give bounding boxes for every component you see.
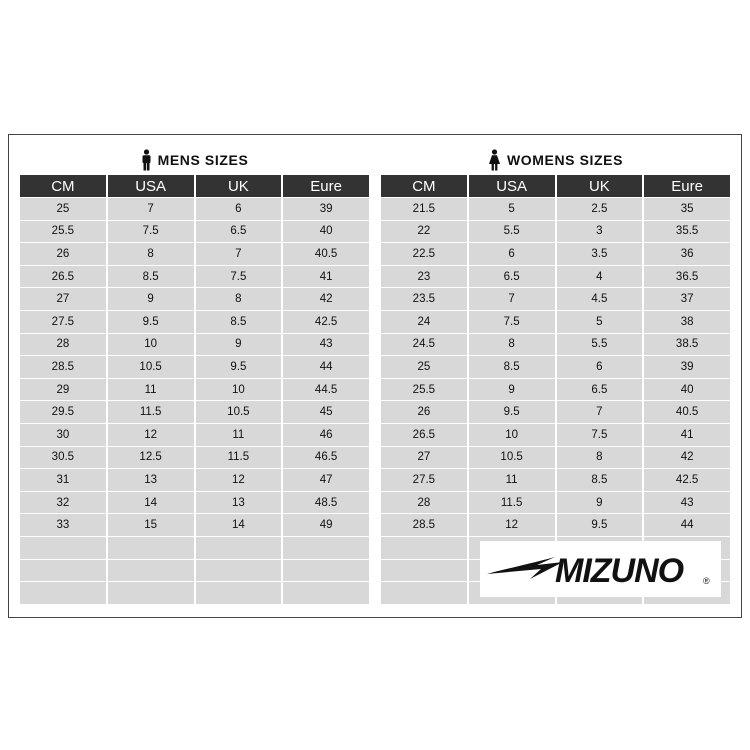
womens-size-table bbox=[381, 175, 730, 604]
mens-empty-cell bbox=[108, 560, 194, 582]
mens-size-cell: 8.5 bbox=[196, 311, 282, 333]
mens-size-cell: 15 bbox=[108, 514, 194, 536]
womens-empty-cell bbox=[381, 560, 467, 582]
mens-size-cell: 8 bbox=[196, 288, 282, 310]
womens-size-cell: 25 bbox=[381, 356, 467, 378]
mens-empty-cell bbox=[108, 582, 194, 604]
womens-size-cell: 27.5 bbox=[381, 469, 467, 491]
mens-size-cell: 11.5 bbox=[108, 401, 194, 423]
mens-column-header: CM bbox=[20, 175, 106, 197]
womens-size-cell: 6 bbox=[469, 243, 555, 265]
mens-size-cell: 47 bbox=[283, 469, 369, 491]
mens-size-cell: 43 bbox=[283, 334, 369, 356]
mens-empty-cell bbox=[196, 560, 282, 582]
mens-size-cell: 12 bbox=[108, 424, 194, 446]
mens-empty-cell bbox=[196, 582, 282, 604]
mens-empty-cell bbox=[20, 582, 106, 604]
womens-size-cell: 35.5 bbox=[644, 221, 730, 243]
mens-size-cell: 41 bbox=[283, 266, 369, 288]
registered-mark: ® bbox=[702, 576, 710, 586]
mens-size-cell: 46.5 bbox=[283, 447, 369, 469]
mens-empty-cell bbox=[108, 537, 194, 559]
womens-size-cell: 24.5 bbox=[381, 334, 467, 356]
womens-size-cell: 28.5 bbox=[381, 514, 467, 536]
mens-size-cell: 31 bbox=[20, 469, 106, 491]
womens-size-cell: 3 bbox=[557, 221, 643, 243]
womens-size-cell: 39 bbox=[644, 356, 730, 378]
womens-size-cell: 5 bbox=[557, 311, 643, 333]
womens-size-cell: 7.5 bbox=[557, 424, 643, 446]
womens-size-cell: 37 bbox=[644, 288, 730, 310]
womens-size-cell: 8.5 bbox=[469, 356, 555, 378]
mens-column-header: UK bbox=[196, 175, 282, 197]
mens-size-cell: 27.5 bbox=[20, 311, 106, 333]
mens-column-header: USA bbox=[108, 175, 194, 197]
mens-title-text: MENS SIZES bbox=[157, 152, 249, 168]
womens-empty-cell bbox=[381, 537, 467, 559]
womens-size-cell: 35 bbox=[644, 198, 730, 220]
womens-empty-cell bbox=[381, 582, 467, 604]
womens-size-cell: 42 bbox=[644, 447, 730, 469]
mens-size-cell: 14 bbox=[108, 492, 194, 514]
womens-size-cell: 5.5 bbox=[469, 221, 555, 243]
womens-size-cell: 4 bbox=[557, 266, 643, 288]
womens-size-cell: 7 bbox=[469, 288, 555, 310]
womens-size-cell: 43 bbox=[644, 492, 730, 514]
womens-size-cell: 25.5 bbox=[381, 379, 467, 401]
womens-size-cell: 5 bbox=[469, 198, 555, 220]
mens-size-cell: 29.5 bbox=[20, 401, 106, 423]
female-figure-icon bbox=[488, 149, 501, 171]
mens-size-cell: 27 bbox=[20, 288, 106, 310]
womens-title-text: WOMENS SIZES bbox=[506, 152, 624, 168]
womens-size-cell: 9.5 bbox=[469, 401, 555, 423]
mens-size-cell: 7 bbox=[108, 198, 194, 220]
womens-size-cell: 4.5 bbox=[557, 288, 643, 310]
mens-size-cell: 12 bbox=[196, 469, 282, 491]
womens-size-cell: 10.5 bbox=[469, 447, 555, 469]
womens-size-cell: 26.5 bbox=[381, 424, 467, 446]
mens-size-cell: 7.5 bbox=[196, 266, 282, 288]
womens-size-cell: 38 bbox=[644, 311, 730, 333]
mens-empty-cell bbox=[283, 582, 369, 604]
mens-size-cell: 46 bbox=[283, 424, 369, 446]
womens-column-header: CM bbox=[381, 175, 467, 197]
mens-size-cell: 26.5 bbox=[20, 266, 106, 288]
womens-size-cell: 40 bbox=[644, 379, 730, 401]
male-figure-icon bbox=[141, 149, 152, 171]
mens-empty-cell bbox=[196, 537, 282, 559]
mens-size-cell: 13 bbox=[108, 469, 194, 491]
mens-size-cell: 28 bbox=[20, 334, 106, 356]
womens-size-cell: 22 bbox=[381, 221, 467, 243]
mens-size-cell: 11.5 bbox=[196, 447, 282, 469]
womens-size-cell: 27 bbox=[381, 447, 467, 469]
mens-size-cell: 6 bbox=[196, 198, 282, 220]
womens-size-cell: 9 bbox=[557, 492, 643, 514]
mens-size-cell: 40 bbox=[283, 221, 369, 243]
mens-title bbox=[20, 145, 369, 175]
mens-size-cell: 40.5 bbox=[283, 243, 369, 265]
womens-size-cell: 36.5 bbox=[644, 266, 730, 288]
mens-size-cell: 33 bbox=[20, 514, 106, 536]
womens-size-cell: 21.5 bbox=[381, 198, 467, 220]
mens-empty-cell bbox=[20, 560, 106, 582]
womens-size-cell: 11.5 bbox=[469, 492, 555, 514]
womens-size-cell: 40.5 bbox=[644, 401, 730, 423]
womens-size-cell: 8 bbox=[557, 447, 643, 469]
mens-size-cell: 29 bbox=[20, 379, 106, 401]
mens-size-cell: 13 bbox=[196, 492, 282, 514]
womens-size-cell: 12 bbox=[469, 514, 555, 536]
womens-size-cell: 44 bbox=[644, 514, 730, 536]
mens-size-cell: 11 bbox=[108, 379, 194, 401]
womens-size-cell: 8.5 bbox=[557, 469, 643, 491]
mens-size-cell: 14 bbox=[196, 514, 282, 536]
mens-size-cell: 45 bbox=[283, 401, 369, 423]
womens-size-cell: 22.5 bbox=[381, 243, 467, 265]
womens-size-cell: 26 bbox=[381, 401, 467, 423]
womens-title bbox=[381, 145, 730, 175]
mens-size-cell: 30 bbox=[20, 424, 106, 446]
mens-size-cell: 39 bbox=[283, 198, 369, 220]
mens-size-cell: 12.5 bbox=[108, 447, 194, 469]
womens-size-cell: 24 bbox=[381, 311, 467, 333]
womens-size-cell: 8 bbox=[469, 334, 555, 356]
womens-size-cell: 11 bbox=[469, 469, 555, 491]
mens-size-cell: 9.5 bbox=[196, 356, 282, 378]
mens-empty-cell bbox=[283, 537, 369, 559]
mens-size-cell: 26 bbox=[20, 243, 106, 265]
mens-size-cell: 44 bbox=[283, 356, 369, 378]
mizuno-logo bbox=[480, 541, 721, 597]
womens-size-cell: 36 bbox=[644, 243, 730, 265]
womens-size-cell: 5.5 bbox=[557, 334, 643, 356]
womens-size-cell: 9.5 bbox=[557, 514, 643, 536]
mens-size-cell: 28.5 bbox=[20, 356, 106, 378]
womens-column-header: USA bbox=[469, 175, 555, 197]
mens-size-cell: 32 bbox=[20, 492, 106, 514]
mens-size-cell: 11 bbox=[196, 424, 282, 446]
mens-column-header: Eure bbox=[283, 175, 369, 197]
womens-size-cell: 23 bbox=[381, 266, 467, 288]
womens-size-cell: 2.5 bbox=[557, 198, 643, 220]
mens-size-cell: 42 bbox=[283, 288, 369, 310]
mens-size-cell: 8.5 bbox=[108, 266, 194, 288]
mens-size-cell: 9 bbox=[108, 288, 194, 310]
logo-wordmark: MIZUNO bbox=[554, 552, 683, 589]
mens-size-cell: 25 bbox=[20, 198, 106, 220]
womens-size-cell: 6.5 bbox=[557, 379, 643, 401]
womens-size-cell: 38.5 bbox=[644, 334, 730, 356]
mens-size-cell: 49 bbox=[283, 514, 369, 536]
womens-size-cell: 7.5 bbox=[469, 311, 555, 333]
mens-size-cell: 10.5 bbox=[108, 356, 194, 378]
womens-column-header: UK bbox=[557, 175, 643, 197]
mens-size-cell: 8 bbox=[108, 243, 194, 265]
womens-size-cell: 6.5 bbox=[469, 266, 555, 288]
mens-size-cell: 25.5 bbox=[20, 221, 106, 243]
mens-size-cell: 30.5 bbox=[20, 447, 106, 469]
mens-size-cell: 48.5 bbox=[283, 492, 369, 514]
mizuno-runbird-logo bbox=[485, 549, 717, 589]
womens-size-cell: 10 bbox=[469, 424, 555, 446]
mens-size-cell: 10.5 bbox=[196, 401, 282, 423]
mens-size-cell: 6.5 bbox=[196, 221, 282, 243]
womens-size-cell: 6 bbox=[557, 356, 643, 378]
mens-size-table bbox=[20, 175, 369, 604]
womens-size-cell: 42.5 bbox=[644, 469, 730, 491]
mens-size-cell: 9 bbox=[196, 334, 282, 356]
mens-size-cell: 42.5 bbox=[283, 311, 369, 333]
womens-column-header: Eure bbox=[644, 175, 730, 197]
mens-size-cell: 7.5 bbox=[108, 221, 194, 243]
mens-size-cell: 10 bbox=[196, 379, 282, 401]
womens-size-cell: 23.5 bbox=[381, 288, 467, 310]
mens-size-panel bbox=[20, 145, 369, 604]
mens-empty-cell bbox=[283, 560, 369, 582]
mens-size-cell: 10 bbox=[108, 334, 194, 356]
womens-size-cell: 9 bbox=[469, 379, 555, 401]
mens-size-cell: 44.5 bbox=[283, 379, 369, 401]
womens-size-panel bbox=[381, 145, 730, 604]
womens-size-cell: 3.5 bbox=[557, 243, 643, 265]
mens-empty-cell bbox=[20, 537, 106, 559]
mens-size-cell: 7 bbox=[196, 243, 282, 265]
womens-size-cell: 41 bbox=[644, 424, 730, 446]
mens-size-cell: 9.5 bbox=[108, 311, 194, 333]
womens-size-cell: 28 bbox=[381, 492, 467, 514]
womens-size-cell: 7 bbox=[557, 401, 643, 423]
